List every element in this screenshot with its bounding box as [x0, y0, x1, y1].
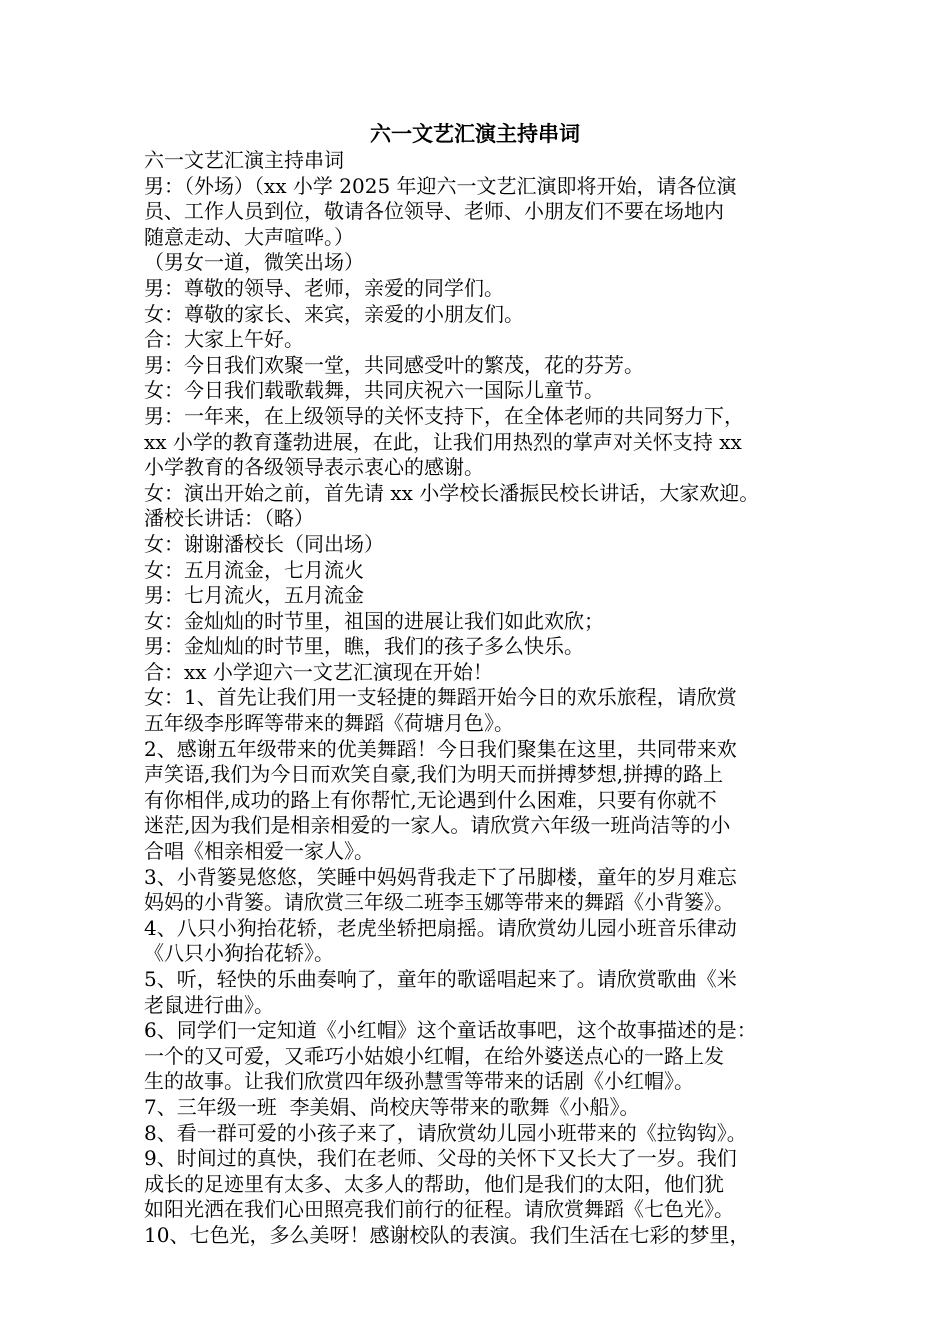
text-line: 合唱《相亲相爱一家人》。 — [144, 839, 374, 864]
text-line: 一个的又可爱，又乖巧小姑娘小红帽，在给外婆送点心的一路上发 — [144, 1043, 724, 1068]
text-line: 2、感谢五年级带来的优美舞蹈！今日我们聚集在这里，共同带来欢 — [144, 736, 737, 761]
text-line: 男：一年来，在上级领导的关怀支持下，在全体老师的共同努力下， — [144, 403, 744, 428]
text-line: 员、工作人员到位，敬请各位领导、老师、小朋友们不要在场地内 — [144, 199, 724, 224]
text-line: 10、七色光，多么美呀！感谢校队的表演。我们生活在七彩的梦里， — [144, 1222, 750, 1247]
text-line: 老鼠进行曲》。 — [144, 992, 274, 1017]
text-line: 生的故事。让我们欣赏四年级孙慧雪等带来的话剧《小红帽》。 — [144, 1069, 694, 1094]
text-line: 9、时间过的真快，我们在老师、父母的关怀下又长大了一岁。我们 — [144, 1146, 737, 1171]
text-line: 迷茫,因为我们是相亲相爱的一家人。请欣赏六年级一班尚洁等的小 — [144, 813, 731, 838]
document-title: 六一文艺汇演主持串词 — [370, 122, 580, 146]
text-line: xx 小学的教育蓬勃进展，在此，让我们用热烈的掌声对关怀支持 xx — [144, 429, 742, 454]
text-line: （男女一道，微笑出场） — [144, 250, 364, 275]
text-line: 7、三年级一班 李美娟、尚校庆等带来的歌舞《小船》。 — [144, 1094, 640, 1119]
text-line: 6、同学们一定知道《小红帽》这个童话故事吧，这个故事描述的是： — [144, 1018, 757, 1043]
text-line: 随意走动、大声喧哗。） — [144, 224, 354, 249]
text-line: 如阳光洒在我们心田照亮我们前行的征程。请欣赏舞蹈《七色光》。 — [144, 1197, 734, 1222]
text-line: 女：金灿灿的时节里，祖国的进展让我们如此欢欣； — [144, 608, 604, 633]
text-line: 六一文艺汇演主持串词 — [144, 148, 344, 172]
text-line: 五年级李彤晖等带来的舞蹈《荷塘月色》。 — [144, 711, 514, 736]
text-line: 男：七月流火，五月流金 — [144, 583, 364, 608]
text-line: 男：今日我们欢聚一堂，共同感受叶的繁茂，花的芬芳。 — [144, 352, 644, 377]
text-line: 潘校长讲话：（略） — [144, 506, 314, 531]
document-body — [144, 148, 824, 1249]
text-line: 合：大家上午好。 — [144, 327, 304, 352]
text-line: 女：1、首先让我们用一支轻捷的舞蹈开始今日的欢乐旅程，请欣赏 — [144, 685, 737, 710]
text-line: 5、听，轻快的乐曲奏响了，童年的歌谣唱起来了。请欣赏歌曲《米 — [144, 967, 737, 991]
text-line: 有你相伴,成功的路上有你帮忙,无论遇到什么困难，只要有你就不 — [144, 787, 717, 812]
text-line: 声笑语,我们为今日而欢笑自豪,我们为明天而拼搏梦想,拼搏的路上 — [144, 762, 724, 787]
text-line: 成长的足迹里有太多、太多人的帮助，他们是我们的太阳，他们犹 — [144, 1171, 724, 1196]
text-line: 合：xx 小学迎六一文艺汇演现在开始！ — [144, 659, 493, 684]
text-line: 男：尊敬的领导、老师，亲爱的同学们。 — [144, 275, 504, 300]
text-line: 女：今日我们载歌载舞，共同庆祝六一国际儿童节。 — [144, 378, 604, 403]
text-line: 妈妈的小背篓。请欣赏三年级二班李玉娜等带来的舞蹈《小背篓》。 — [144, 890, 734, 915]
text-line: 4、八只小狗抬花轿，老虎坐轿把扇摇。请欣赏幼儿园小班音乐律动 — [144, 915, 737, 940]
text-line: 3、小背篓晃悠悠，笑睡中妈妈背我走下了吊脚楼，童年的岁月难忘 — [144, 864, 737, 889]
text-line: 《八只小狗抬花轿》。 — [144, 941, 334, 966]
text-line: 女：演出开始之前，首先请 xx 小学校长潘振民校长讲话，大家欢迎。 — [144, 480, 760, 505]
text-line: 男：（外场）（xx 小学 2025 年迎六一文艺汇演即将开始，请各位演 — [144, 173, 737, 198]
text-line: 女：尊敬的家长、来宾，亲爱的小朋友们。 — [144, 301, 524, 326]
text-line: 女：五月流金，七月流火 — [144, 557, 364, 582]
text-line: 小学教育的各级领导表示衷心的感谢。 — [144, 455, 484, 480]
text-line: 女：谢谢潘校长（同出场） — [144, 531, 384, 556]
text-line: 男：金灿灿的时节里，瞧，我们的孩子多么快乐。 — [144, 634, 584, 659]
text-line: 8、看一群可爱的小孩子来了，请欣赏幼儿园小班带来的《拉钩钩》。 — [144, 1120, 747, 1145]
